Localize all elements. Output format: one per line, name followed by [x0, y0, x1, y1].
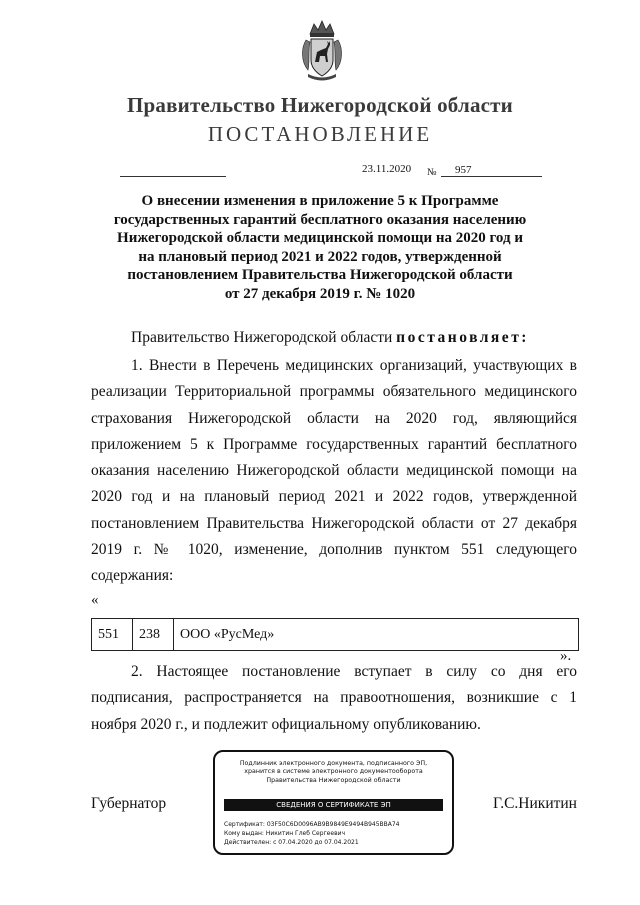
document-heading: [110, 192, 530, 304]
issued-to-label: Кому выдан:: [224, 830, 264, 837]
governor-name: Г.С.Никитин: [493, 795, 577, 812]
governor-label: Губернатор: [91, 795, 167, 812]
heading-line: Нижегородской области медицинской помощи на 2020 год и: [117, 230, 523, 247]
valid-value: с 07.04.2020 до 07.04.2021: [273, 839, 359, 846]
stamp-issued-row: [224, 830, 345, 838]
coat-of-arms-icon: [300, 18, 344, 82]
stamp-notice-line: Правительства Нижегородской области: [266, 776, 401, 784]
stamp-notice-line: Подлинник электронного документа, подписанного ЭП,: [239, 760, 428, 767]
heading-line: постановлением Правительства Нижегородской области: [127, 267, 513, 284]
electronic-signature-stamp: [213, 750, 454, 855]
stamp-certificate-bar: СВЕДЕНИЯ О СЕРТИФИКАТЕ ЭП: [224, 799, 443, 811]
valid-label: Действителен:: [224, 839, 272, 846]
heading-line: О внесении изменения в приложение 5 к Программе: [141, 193, 499, 209]
heading-line: от 27 декабря 2019 г. № 1020: [224, 285, 416, 302]
item-2-paragraph: 2. Настоящее постановление вступает в силу со дня его подписания, распространяется на правоотношения, возникшие с 1 ноября 2020 г., и подлежит официальному опубликованию.: [91, 663, 577, 733]
certificate-value: 03F50C6D0096AB9B9849E9494B945BBA74: [266, 821, 400, 828]
preamble-prefix: Правительство Нижегородской области: [131, 329, 393, 346]
item-1-paragraph: 1. Внести в Перечень медицинских организаций, участвующих в реализации Территориальной программы обязательного медицинского страхования Нижегородской области на 2020 год, являющийся приложением 5 к Программе государственных гарантий бесплатного оказания населению Нижегородской области медицинской помощи на 2020 год и на плановый период 2021 и 2022 годов, утвержденной постановлением Правительства Нижегородской области от 27 декабря 2019 г. № 1020, изменение, дополнив пунктом 551 следующего содержания:: [91, 357, 577, 585]
quote-open: «: [91, 592, 99, 608]
document-type: ПОСТАНОВЛЕНИЕ: [207, 122, 433, 146]
table-cell-number: 551: [92, 619, 133, 651]
insertion-table: [91, 618, 579, 651]
certificate-label: Сертификат:: [224, 821, 265, 828]
number-sign: №: [427, 167, 437, 178]
blank-line: [120, 176, 226, 177]
stamp-notice-line: хранится в системе электронного документооборота: [244, 768, 423, 776]
stamp-valid-row: [224, 839, 359, 847]
number-underline: [441, 176, 542, 177]
document-date: 23.11.2020: [362, 163, 412, 175]
issued-to-value: Никитин Глеб Сергеевич: [265, 830, 346, 837]
preamble-verb: постановляет:: [396, 329, 529, 346]
document-number: 957: [455, 164, 472, 176]
government-title: Правительство Нижегородской области: [127, 93, 513, 117]
heading-line: на плановый период 2021 и 2022 годов, утвержденной: [138, 248, 502, 265]
table-cell-organization: ООО «РусМед»: [174, 619, 579, 651]
heading-line: государственных гарантий бесплатного оказания населению: [113, 211, 527, 228]
stamp-notice: [221, 760, 446, 785]
preamble: [131, 329, 529, 347]
quote-close: ».: [560, 648, 572, 664]
table-cell-code: 238: [133, 619, 174, 651]
stamp-certificate-row: [224, 821, 400, 829]
table-row: [92, 619, 579, 651]
